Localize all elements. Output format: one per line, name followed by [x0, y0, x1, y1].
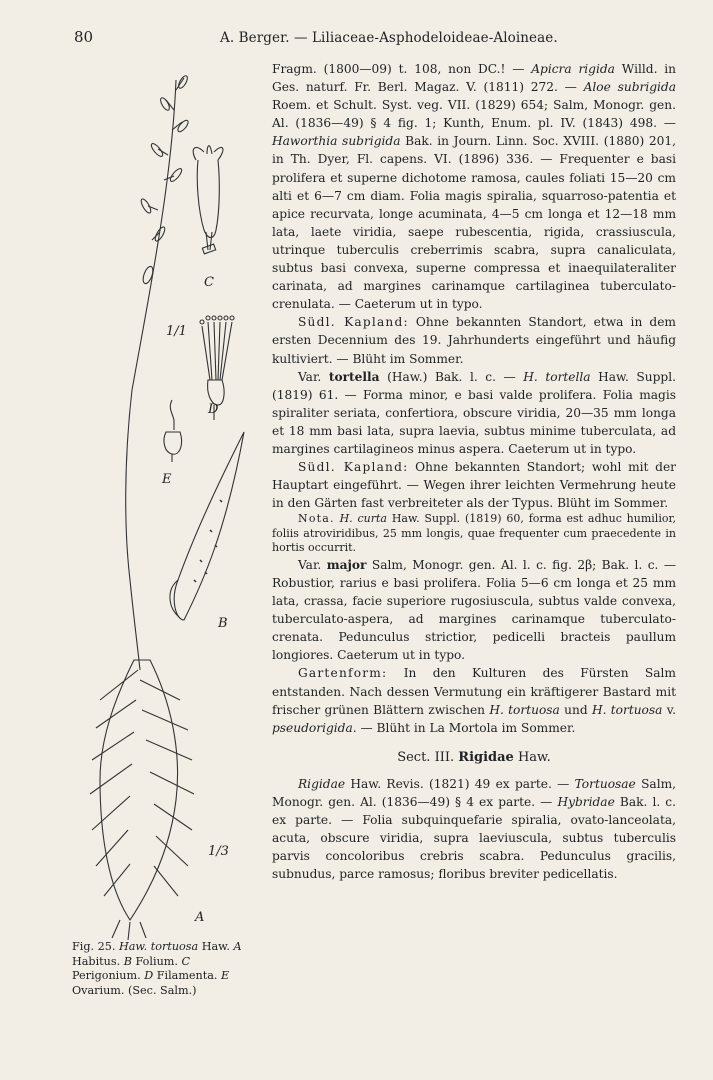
- page-header: [0, 28, 713, 52]
- paragraph-synonymy: Fragm. (1800—09) t. 108, non DC.! — Apicra rigida Willd. in Ges. naturf. Fr. Berl. Magaz. V. (1811) 272. — Aloe subrigida Roem. et Schult. Syst. veg. VII. (1829) 654; Salm, Monogr. gen. Al. (1836—49) § 4 fig. 1; Kunth, Enum. pl. IV. (1843) 498. — Haworthia subrigida Bak. in Journ. Linn. Soc. XVIII. (1880) 201, in Th. Dyer, Fl. capens. VI. (1896) 336. — Frequenter e basi prolifera et superne dichotome ramosa, caules foliati 15—20 cm alti et 6—7 cm diam. Folia magis spiralia, squarroso-patentia et apice recurvata, longe acuminata, 4—5 cm longa et 12—18 mm lata, laete viridia, saepe rubescentia, rigida, crassiuscula, utrinque tuberculis creberrimis scabra, supra canaliculata, subtus basi convexa, superne compressa et inaequilateraliter carinata, ad margines carinamque cartilaginea tuberculato-crenulata. — Caeterum ut in typo.: [272, 62, 677, 312]
- text-column: [272, 60, 676, 883]
- perigonium-drawing-c: [193, 146, 223, 254]
- figure-drawing: [0, 60, 272, 940]
- paragraph-var-major: Var. major Salm, Monogr. gen. Al. l. c. fig. 2β; Bak. l. c. — Robustior, rarius e basi prolifera. Folia 5—6 cm longa et 25 mm lata, crassa, facie superiore rugosiuscula, subtus valde convexa, tuberculato-aspera, ad margines carinamque tuberculato-crenata. Pedunculus strictior, pedicelli bracteis paullum longiores. Caeterum ut in typo.: [272, 557, 677, 663]
- section-heading: Sect. III. Rigidae Haw.: [397, 749, 551, 765]
- scale-1-3: 1/3: [208, 844, 229, 859]
- botanical-figure: [0, 60, 272, 1020]
- paragraph-distribution: Südl. Kapland: Ohne bekannten Standort, etwa in dem ersten Decennium des 19. Jahrhunderts eingeführt und häufig kultiviert. — Blüht im Sommer.: [272, 315, 676, 366]
- paragraph-nota: Nota. H. curta Haw. Suppl. (1819) 60, forma est adhuc humilior, foliis atroviridibus, 25 mm longis, quae frequenter cum praecedente in hortis occurrit.: [272, 512, 677, 555]
- ovarium-drawing-e: [164, 400, 182, 462]
- figure-label-c: C: [204, 275, 214, 290]
- paragraph-var-tortella: Var. tortella (Haw.) Bak. l. c. — H. tortella Haw. Suppl. (1819) 61. — Forma minor, e basi valde prolifera. Folia magis spiraliter seriata, confertiora, obscure viridia, 20—35 mm longa et 18 mm basi lata, supra laevia, subtus minime tuberculata, ad margines cartilagineos minus aspera. Caeterum ut in typo.: [272, 369, 676, 456]
- page-number: 80: [74, 28, 94, 46]
- figure-label-a: A: [195, 910, 205, 925]
- figure-label-b: B: [218, 616, 228, 631]
- figure-caption: Fig. 25. Haw. tortuosa Haw. A Habitus. B Folium. C Perigonium. D Filamenta. E Ovarium. (Sec. Salm.): [72, 940, 242, 997]
- scale-1-1: 1/1: [166, 324, 187, 339]
- paragraph-rigidae: Rigidae Haw. Revis. (1821) 49 ex parte. — Tortuosae Salm, Monogr. gen. Al. (1836—49) § 4 ex parte. — Hybridae Bak. l. c. ex parte. — Folia subquinquefarie spiralia, ovato-lanceolata, acuta, obscure viridia, supra laeviuscula, subtus tuberculis parvis concoloribus crebris scabra. Pedunculus gracilis, subnudus, parce ramosus; floribus breviter pedicellatis.: [272, 776, 677, 882]
- figure-label-e: E: [162, 472, 172, 487]
- leaf-drawing-b: [170, 432, 244, 620]
- paragraph-distribution-tortella: Südl. Kapland: Ohne bekannten Standort; wohl mit der Hauptart eingeführt. — Wegen ihrer leichten Vermehrung heute in den Gärten fast verbreiteter als der Typus. Blüht im Sommer.: [272, 460, 677, 511]
- figure-label-d: D: [208, 402, 219, 417]
- running-title: A. Berger. — Liliaceae-Asphodeloideae-Aloineae.: [220, 30, 558, 46]
- paragraph-gartenform: Gartenform: In den Kulturen des Fürsten Salm entstanden. Nach dessen Vermutung ein kräftigerer Bastard mit frischer grünen Blättern zwischen H. tortuosa und H. tortuosa v. pseudorigida. — Blüht in La Mortola im Sommer.: [272, 666, 677, 735]
- inflorescence-stalk: [126, 80, 176, 670]
- habitus-drawing-a: [90, 660, 194, 940]
